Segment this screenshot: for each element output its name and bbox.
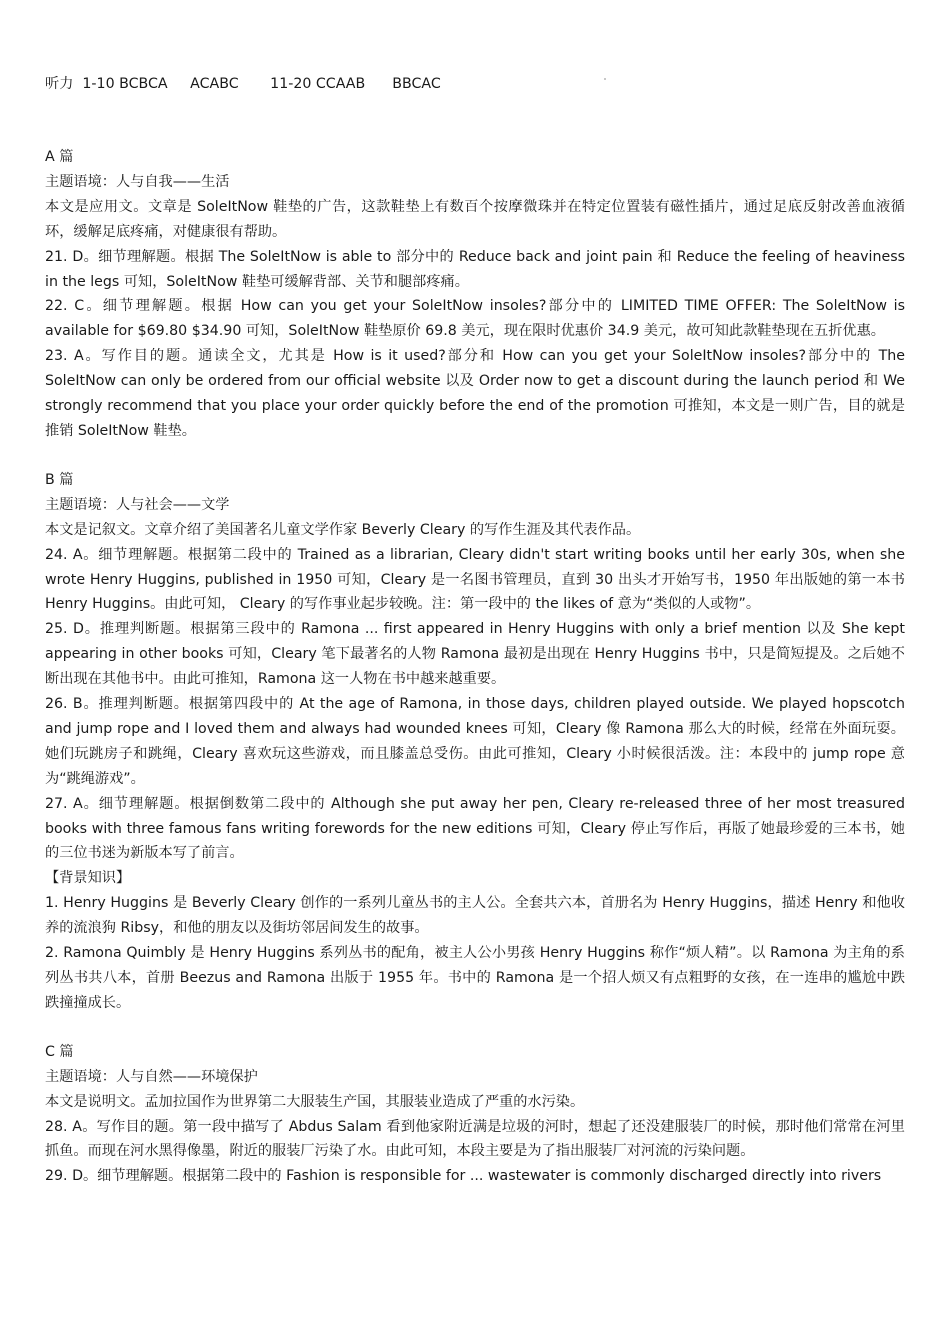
answer-21: 21. D。细节理解题。根据 The SoleItNow is able to 部分中的 Reduce back and joint pain 和 Reduce the feeling of heaviness in the legs 可知，SoleItNow 鞋垫可缓解背部、关节和腿部疼痛。: [45, 248, 905, 290]
section-a-theme: 主题语境：人与自我——生活: [45, 173, 230, 190]
answer-26: 26. B。推理判断题。根据第四段中的 At the age of Ramona, in those days, children played outside. We played hopscotch and jump rope and I loved them and always had wounded knees 可知，Cleary 像 Ramona 那么大的时候，经常在外面玩耍。她们玩跳房子和跳绳，Cleary 喜欢玩这些游戏，而且膝盖总受伤。由此可推知，Cleary 小时候很活泼。注：本段中的 jump rope 意为“跳绳游戏”。: [45, 696, 905, 787]
background-heading: 【背景知识】: [45, 870, 131, 887]
answer-28: 28. A。写作目的题。第一段中描写了 Abdus Salam 看到他家附近满是垃圾的河时，想起了还没建服装厂的时候，那时他们常常在河里抓鱼。而现在河水黑得像墨，附近的服装厂污染了水。由此可知，本段主要是为了指出服装厂对河流的污染问题。: [45, 1118, 905, 1160]
section-b-title: B 篇: [45, 471, 74, 488]
section-c-theme: 主题语境：人与自然——环境保护: [45, 1068, 258, 1085]
answer-23: 23. A。写作目的题。通读全文，尤其是 How is it used?部分和 How can you get your SoleItNow insoles?部分中的 The SoleItNow can only be ordered from our official website 以及 Order now to get a discount during the launch period 和 We strongly recommend that you place your order quickly before the end of the promotion 可推知，本文是一则广告，目的就是推销 SoleItNow 鞋垫。: [45, 348, 905, 439]
section-c-summary: 本文是说明文。孟加拉国作为世界第二大服装生产国，其服装业造成了严重的水污染。: [45, 1093, 585, 1110]
listening-answers: 听力 1-10 BCBCA ACABC 11-20 CCAAB BBCAC: [45, 76, 441, 92]
background-item-2: 2. Ramona Quimbly 是 Henry Huggins 系列丛书的配角，被主人公小男孩 Henry Huggins 称作“烦人精”。以 Ramona 为主角的系列丛书共八本，首册 Beezus and Ramona 出版于 1955 年。书中的 Ramona 是一个招人烦又有点粗野的女孩，在一连串的尴尬中跌跌撞撞成长。: [45, 945, 905, 1011]
section-a-summary: 本文是应用文。文章是 SoleItNow 鞋垫的广告，这款鞋垫上有数百个按摩微珠并在特定位置装有磁性插片，通过足底反射改善血液循环，缓解足底疼痛，对健康很有帮助。: [45, 198, 905, 240]
answer-document: [45, 72, 905, 1213]
section-a: [45, 145, 905, 444]
section-b-theme: 主题语境：人与社会——文学: [45, 496, 230, 513]
answer-25: 25. D。推理判断题。根据第三段中的 Ramona ... first appeared in Henry Huggins with only a brief mention 以及 She kept appearing in other books 可知，Cleary 笔下最著名的人物 Ramona 最初是出现在 Henry Huggins 书中，只是简短提及。之后她不断出现在其他书中。由此可推知，Ramona 这一人物在书中越来越重要。: [45, 621, 905, 688]
section-c-title: C 篇: [45, 1043, 74, 1060]
answer-22: 22. C。细节理解题。根据 How can you get your SoleItNow insoles?部分中的 LIMITED TIME OFFER: The SoleItNow is available for $69.80 $34.90 可知，SoleItNow 鞋垫原价 69.8 美元，现在限时优惠价 34.9 美元，故可知此款鞋垫现在五折优惠。: [45, 298, 905, 340]
section-b: [45, 468, 905, 1016]
background-item-1: 1. Henry Huggins 是 Beverly Cleary 创作的一系列儿童丛书的主人公。全套共六本，首册名为 Henry Huggins，描述 Henry 和他收养的流浪狗 Ribsy，和他的朋友以及街坊邻居间发生的故事。: [45, 895, 905, 937]
section-b-summary: 本文是记叙文。文章介绍了美国著名儿童文学作家 Beverly Cleary 的写作生涯及其代表作品。: [45, 521, 641, 538]
section-c: [45, 1040, 905, 1189]
answer-24: 24. A。细节理解题。根据第二段中的 Trained as a librarian, Cleary didn't start writing books until her early 30s, when she wrote Henry Huggins, published in 1950 可知，Cleary 是一名图书管理员，直到 30 出头才开始写书，1950 年出版她的第一本书 Henry Huggins。由此可知， Cleary 的写作事业起步较晚。注：第一段中的 the likes of 意为“类似的人或物”。: [45, 546, 905, 613]
answer-27: 27. A。细节理解题。根据倒数第二段中的 Although she put away her pen, Cleary re-released three of her most treasured books with three famous fans writing forewords for the new editions 可知，Cleary 停止写作后，再版了她最珍爱的三本书，她的三位书迷为新版本写了前言。: [45, 795, 905, 862]
answer-29: 29. D。细节理解题。根据第二段中的 Fashion is responsible for ... wastewater is commonly discharged directly into rivers: [45, 1168, 882, 1185]
section-a-title: A 篇: [45, 149, 74, 165]
